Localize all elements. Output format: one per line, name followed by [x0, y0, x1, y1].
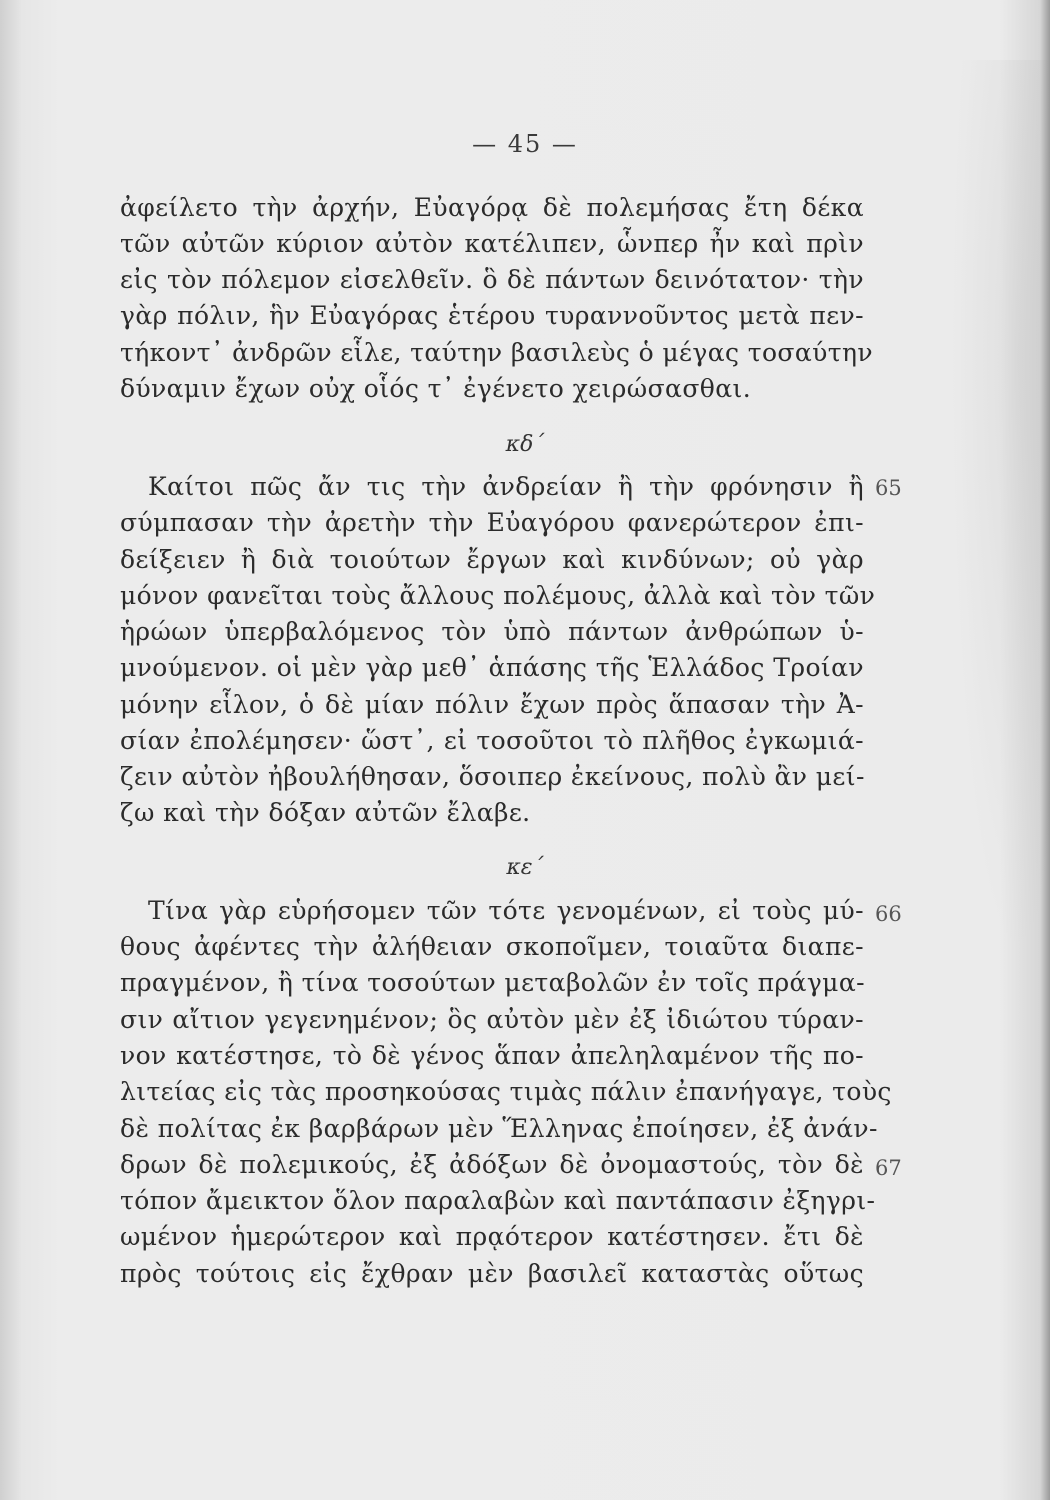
text-line: Καίτοι πῶς ἄν τις τὴν ἀνδρείαν ἢ τὴν φρόνησιν ἢ	[148, 472, 864, 501]
text-line: ζω καὶ τὴν δόξαν αὐτῶν ἔλαβε.	[120, 798, 531, 827]
text-line: εἰς τὸν πόλεμον εἰσελθεῖν. ὃ δὲ πάντων δεινότατον· τὴν	[120, 265, 864, 294]
text-line: τήκοντ᾽ ἀνδρῶν εἷλε, ταύτην βασιλεὺς ὁ μέγας τοσαύτην	[120, 338, 873, 367]
text-line: σύμπασαν τὴν ἀρετὴν τὴν Εὐαγόρου φανερώτερον ἐπι-	[120, 508, 864, 537]
text-line: δύναμιν ἔχων οὐχ οἷός τ᾽ ἐγένετο χειρώσασθαι.	[120, 374, 752, 403]
text-line: μόνην εἷλον, ὁ δὲ μίαν πόλιν ἔχων πρὸς ἅπασαν τὴν Ἀ-	[120, 690, 864, 719]
bleed-through-shadow	[940, 60, 1050, 1060]
text-line: Τίνα γὰρ εὑρήσομεν τῶν τότε γενομένων, εἰ τοὺς μύ-	[148, 896, 864, 925]
text-line: δρων δὲ πολεμικούς, ἐξ ἀδόξων δὲ ὀνομαστούς, τὸν δὲ	[120, 1150, 864, 1179]
margin-number: 67	[875, 1156, 902, 1180]
text-line: μνούμενον. οἱ μὲν γὰρ μεθ᾽ ἁπάσης τῆς Ἑλλάδος Τροίαν	[120, 653, 864, 682]
text-line: ωμένον ἡμερώτερον καὶ πρᾳότερον κατέστησεν. ἔτι δὲ	[120, 1222, 864, 1251]
text-line: μόνον φανεῖται τοὺς ἄλλους πολέμους, ἀλλὰ καὶ τὸν τῶν	[120, 581, 876, 610]
text-line: πραγμένον, ἢ τίνα τοσούτων μεταβολῶν ἐν τοῖς πράγμα-	[120, 968, 865, 997]
text-line: πρὸς τούτοις εἰς ἔχθραν μὲν βασιλεῖ καταστὰς οὕτως	[120, 1259, 864, 1288]
text-line: ἀφείλετο τὴν ἀρχήν, Εὐαγόρᾳ δὲ πολεμήσας ἔτη δέκα	[120, 193, 864, 222]
text-line: τῶν αὐτῶν κύριον αὐτὸν κατέλιπεν, ὧνπερ ἦν καὶ πρὶν	[120, 229, 864, 258]
text-line: ἡρώων ὑπερβαλόμενος τὸν ὑπὸ πάντων ἀνθρώπων ὑ-	[120, 617, 864, 646]
section-heading: κε΄	[506, 855, 544, 880]
text-line: τόπον ἄμεικτον ὅλον παραλαβὼν καὶ παντάπασιν ἐξηγρι-	[120, 1186, 876, 1215]
section-heading: κδ΄	[505, 432, 545, 457]
margin-number: 66	[875, 902, 902, 926]
text-line: δὲ πολίτας ἐκ βαρβάρων μὲν Ἕλληνας ἐποίησεν, ἐξ ἀνάν-	[120, 1114, 878, 1143]
text-line: ζειν αὐτὸν ἠβουλήθησαν, ὅσοιπερ ἐκείνους, πολὺ ἂν μεί-	[120, 762, 865, 791]
text-line: θους ἀφέντες τὴν ἀλήθειαν σκοποῖμεν, τοιαῦτα διαπε-	[120, 932, 864, 961]
margin-number: 65	[875, 476, 902, 500]
text-line: σίαν ἐπολέμησεν· ὥστ᾽, εἰ τοσοῦτοι τὸ πλῆθος ἐγκωμιά-	[120, 726, 864, 755]
text-line: σιν αἴτιον γεγενημένον; ὃς αὐτὸν μὲν ἐξ ἰδιώτου τύραν-	[120, 1005, 864, 1034]
text-line: λιτείας εἰς τὰς προσηκούσας τιμὰς πάλιν ἐπανήγαγε, τοὺς	[120, 1077, 892, 1106]
page-number: — 45 —	[472, 130, 578, 158]
text-line: νον κατέστησε, τὸ δὲ γένος ἅπαν ἀπεληλαμένον τῆς πο-	[120, 1041, 864, 1070]
text-line: γὰρ πόλιν, ἣν Εὐαγόρας ἑτέρου τυραννοῦντος μετὰ πεν-	[120, 301, 864, 330]
text-line: δείξειεν ἢ διὰ τοιούτων ἔργων καὶ κινδύνων; οὐ γὰρ	[120, 545, 864, 574]
